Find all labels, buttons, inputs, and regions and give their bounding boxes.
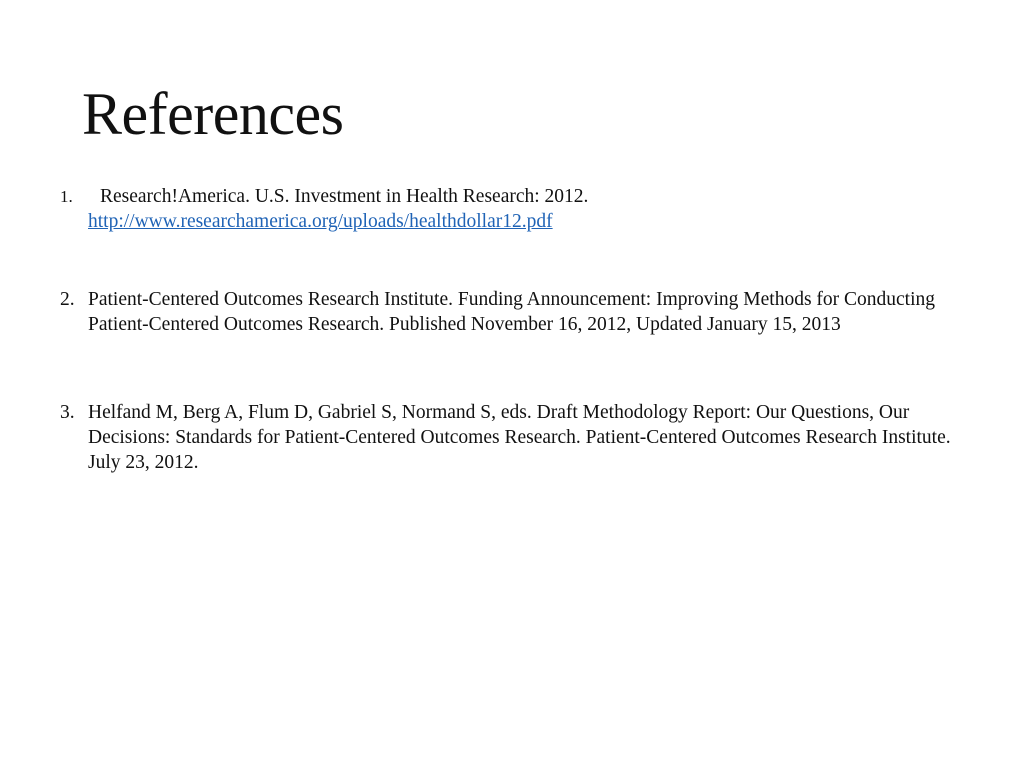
reference-number: 3. xyxy=(60,402,75,423)
reference-item-3 xyxy=(60,400,960,475)
slide-title: References xyxy=(82,81,344,147)
reference-item-1 xyxy=(60,184,588,234)
reference-item-2 xyxy=(60,287,960,337)
reference-number: 2. xyxy=(60,289,75,310)
reference-number: 1. xyxy=(60,187,73,206)
reference-text: Helfand M, Berg A, Flum D, Gabriel S, Normand S, eds. Draft Methodology Report: Our Questions, Our Decisions: Standards for Patient-Centered Outcomes Research. Patient-Centered Outcomes Research Institute. July 23, 2012. xyxy=(88,402,951,473)
reference-text: Research!America. U.S. Investment in Health Research: 2012. xyxy=(100,186,589,207)
reference-text: Patient-Centered Outcomes Research Institute. Funding Announcement: Improving Methods for Conducting Patient-Centered Outcomes Research. Published November 16, 2012, Updated January 15, 2013 xyxy=(88,289,936,335)
reference-link[interactable]: http://www.researchamerica.org/uploads/healthdollar12.pdf xyxy=(88,211,553,232)
